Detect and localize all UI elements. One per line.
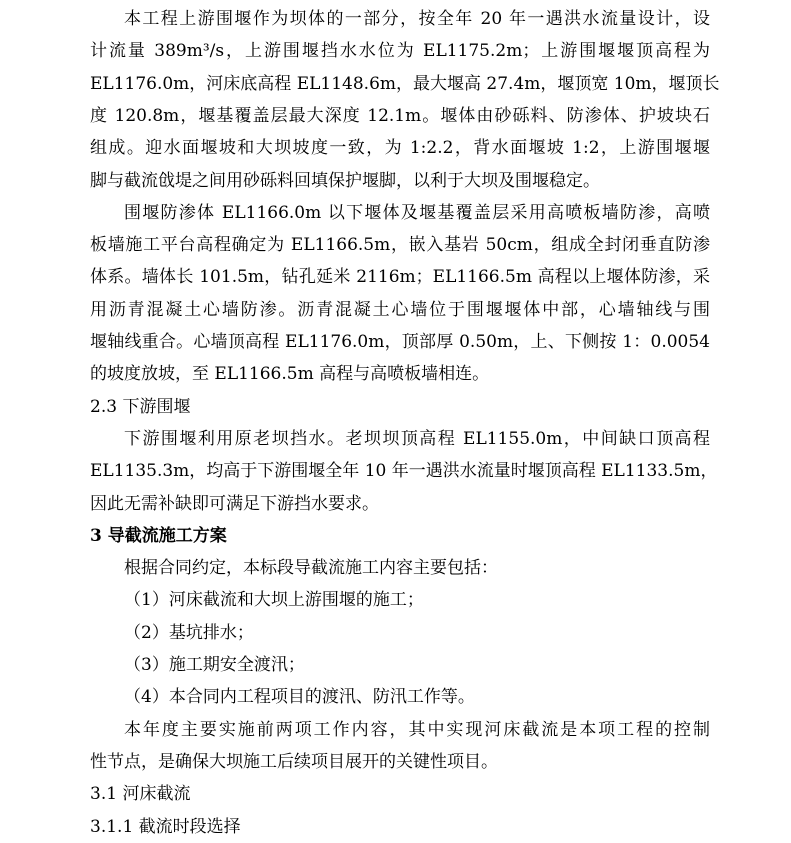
text-line: 3.1 河床截流 — [90, 784, 191, 805]
text-line: （2）基坑排水； — [124, 622, 254, 643]
text-line: EL1176.0m，河床底高程 EL1148.6m，最大堰高 27.4m，堰顶宽 10m，堰顶长 — [90, 73, 720, 94]
text-line: 2.3 下游围堰 — [90, 396, 191, 417]
text-line: 体系。墙体长 101.5m，钻孔延米 2116m；EL1166.5m 高程以上堰体防渗，采 — [90, 267, 710, 288]
text-line: 性节点，是确保大坝施工后续项目展开的关键性项目。 — [90, 751, 498, 772]
text-line: （1）河床截流和大坝上游围堰的施工； — [124, 590, 424, 611]
text-line: （4）本合同内工程项目的渡汛、防汛工作等。 — [124, 687, 475, 708]
text-line: 3.1.1 截流时段选择 — [90, 816, 241, 837]
text-line: 用沥青混凝土心墙防渗。沥青混凝土心墙位于围堰堰体中部，心墙轴线与围 — [90, 299, 710, 320]
text-line: 围堰防渗体 EL1166.0m 以下堰体及堰基覆盖层采用高喷板墙防渗，高喷 — [124, 202, 710, 223]
text-line: 计流量 389m³/s，上游围堰挡水水位为 EL1175.2m；上游围堰堰顶高程为 — [90, 41, 710, 62]
text-line: 脚与截流戗堤之间用砂砾料回填保护堰脚，以利于大坝及围堰稳定。 — [90, 170, 600, 191]
text-line: 本年度主要实施前两项工作内容，其中实现河床截流是本项工程的控制 — [124, 719, 710, 740]
text-line: 3 导截流施工方案 — [90, 525, 227, 546]
text-line: 根据合同约定，本标段导截流施工内容主要包括： — [124, 558, 498, 579]
text-line: （3）施工期安全渡汛； — [124, 655, 305, 675]
text-line: 下游围堰利用原老坝挡水。老坝坝顶高程 EL1155.0m，中间缺口顶高程 — [124, 428, 710, 449]
text-line: 组成。迎水面堰坡和大坝坡度一致，为 1:2.2，背水面堰坡 1:2，上游围堰堰 — [90, 138, 710, 159]
text-line: 的坡度放坡，至 EL1166.5m 高程与高喷板墙相连。 — [90, 364, 490, 385]
text-line: EL1135.3m，均高于下游围堰全年 10 年一遇洪水流量时堰顶高程 EL1133.5m， — [90, 461, 718, 482]
text-line: 本工程上游围堰作为坝体的一部分，按全年 20 年一遇洪水流量设计，设 — [124, 9, 710, 29]
text-line: 堰轴线重合。心墙顶高程 EL1176.0m，顶部厚 0.50m，上、下侧按 1：0.0054 — [90, 332, 710, 352]
text-line: 因此无需补缺即可满足下游挡水要求。 — [90, 493, 379, 514]
text-line: 度 120.8m，堰基覆盖层最大深度 12.1m。堰体由砂砾料、防渗体、护坡块石 — [90, 105, 710, 126]
text-line: 板墙施工平台高程确定为 EL1166.5m，嵌入基岩 50cm，组成全封闭垂直防渗 — [90, 235, 710, 256]
